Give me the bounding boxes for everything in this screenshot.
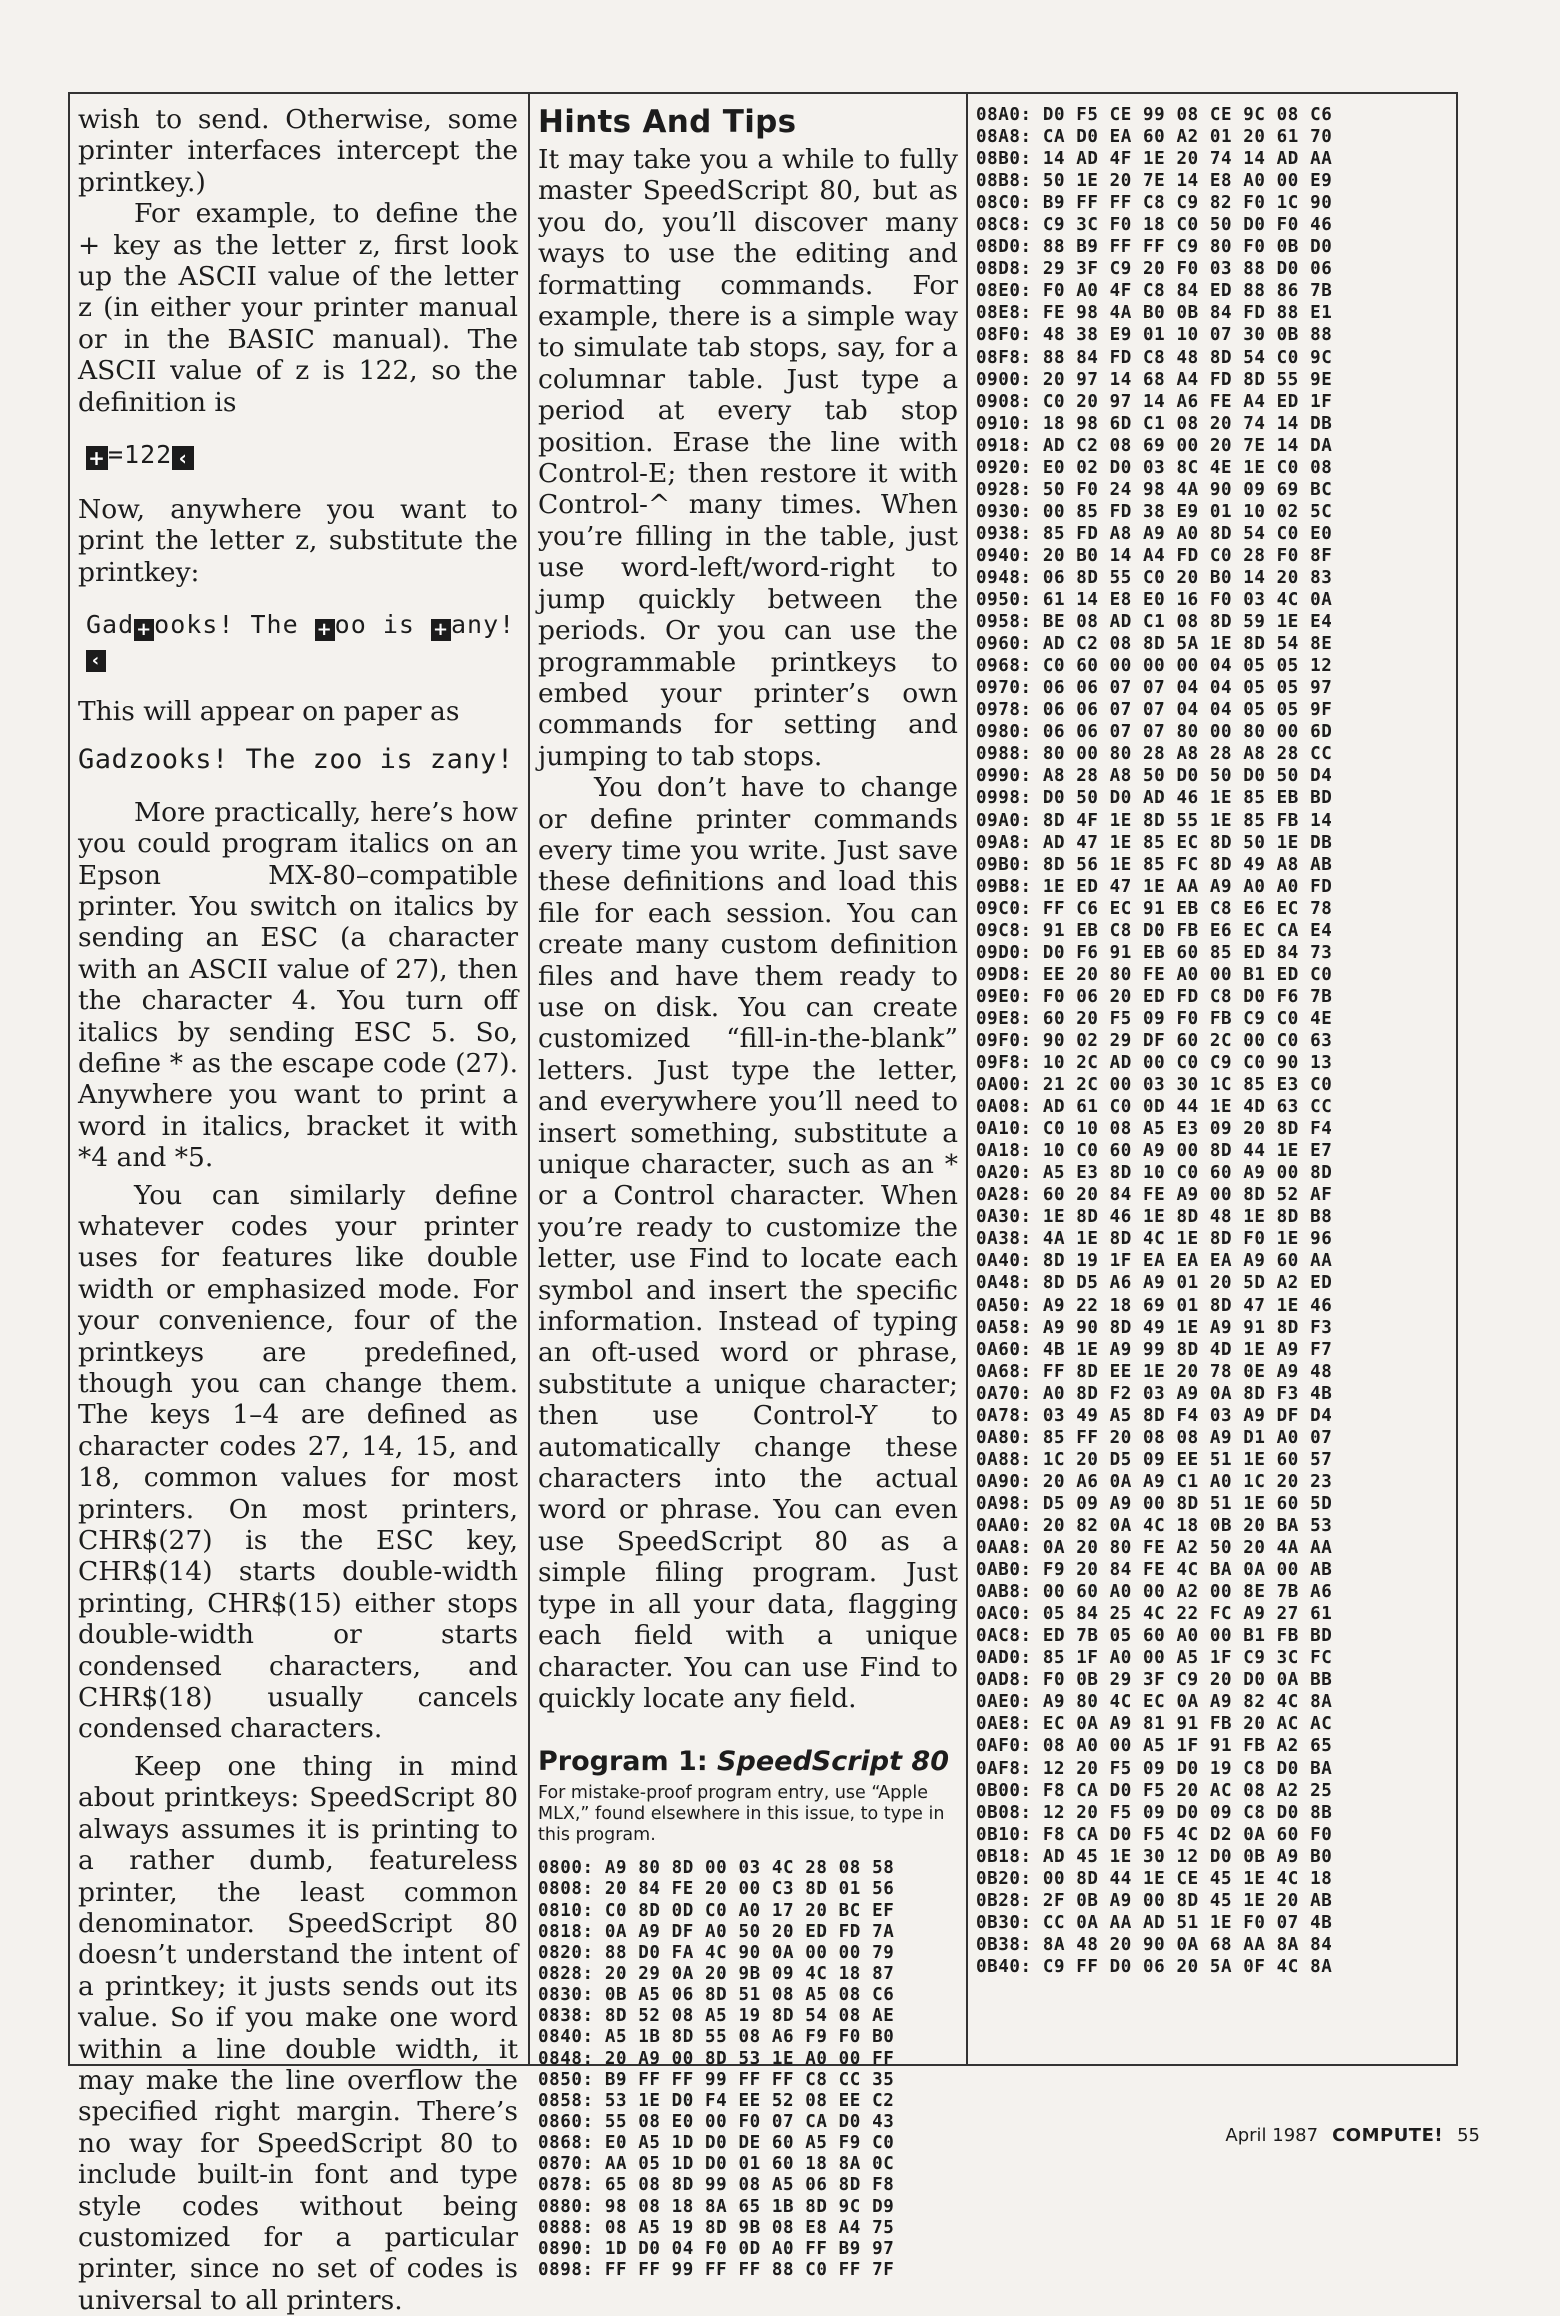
program-note: For mistake-proof program entry, use “Apple MLX,” found elsewhere in this issue, to type in this program. xyxy=(538,1783,945,1846)
hex-listing-line: 0888: 08 A5 19 8D 9B 08 E8 A4 75 xyxy=(538,2217,895,2238)
hex-listing-line: 0968: C0 60 00 00 00 04 05 05 12 xyxy=(976,656,1333,677)
hex-listing-line: 0B20: 00 8D 44 1E CE 45 1E 4C 18 xyxy=(976,1868,1333,1889)
hex-listing-line: 0B10: F8 CA D0 F5 4C D2 0A 60 F0 xyxy=(976,1824,1333,1845)
hex-listing-line: 09D0: D0 F6 91 EB 60 85 ED 84 73 xyxy=(976,942,1333,963)
paragraph: You can similarly define whatever codes your printer uses for features like double width or emphasized mode. For your convenience, four of the printkeys are predefined, though you can change them. The keys 1–4 are defined as character codes 27, 14, 15, and 18, common values for most printers. On most printers, CHR$(27) is the ESC key, CHR$(14) starts double-width printing, CHR$(15) either stops double-width or starts condensed characters, and CHR$(18) usually cancels condensed characters. xyxy=(78,1179,518,1745)
hex-listing-line: 0990: A8 28 A8 50 D0 50 D0 50 D4 xyxy=(976,766,1333,787)
hex-listing-line: 09E0: F0 06 20 ED FD C8 D0 F6 7B xyxy=(976,986,1333,1007)
section-heading: Hints And Tips xyxy=(538,104,797,140)
hex-listing-line: 0A58: A9 90 8D 49 1E A9 91 8D F3 xyxy=(976,1317,1333,1338)
hex-listing-line: 0A10: C0 10 08 A5 E3 09 20 8D F4 xyxy=(976,1119,1333,1140)
plus-key-icon: + xyxy=(432,619,450,641)
hex-listing-line: 0A78: 03 49 A5 8D F4 03 A9 DF D4 xyxy=(976,1405,1333,1426)
hex-listing-line: 0960: AD C2 08 8D 5A 1E 8D 54 8E xyxy=(976,634,1333,655)
hex-listing-line: 0908: C0 20 97 14 A6 FE A4 ED 1F xyxy=(976,391,1333,412)
hex-listing-line: 0A98: D5 09 A9 00 8D 51 1E 60 5D xyxy=(976,1493,1333,1514)
hex-listing-line: 08F8: 88 84 FD C8 48 8D 54 C0 9C xyxy=(976,347,1333,368)
paragraph: It may take you a while to fully master SpeedScript 80, but as you do, you’ll discover many ways to use the editing and formatting commands. For example, there is a simple way to simulate tab stops, say, for a columnar table. Just type a period at every tab stop position. Erase the line with Control-E; then restore it with Control-^ many times. When you’re filling in the table, just use word-left/word-right to jump quickly between the periods. Or you can use the programmable printkeys to embed your printer’s own commands for setting and jumping to tab stops. xyxy=(538,144,958,772)
hex-listing-line: 0948: 06 8D 55 C0 20 B0 14 20 83 xyxy=(976,567,1333,588)
paragraph: wish to send. Otherwise, some printer interfaces intercept the printkey.) xyxy=(78,104,518,198)
example-fragment: Gad xyxy=(86,610,135,640)
hex-listing-line: 0A90: 20 A6 0A A9 C1 A0 1C 20 23 xyxy=(976,1471,1333,1492)
hex-listing-line: 0B18: AD 45 1E 30 12 D0 0B A9 B0 xyxy=(976,1846,1333,1867)
magazine-name: COMPUTE! xyxy=(1332,2125,1444,2146)
hex-listing-line: 0940: 20 B0 14 A4 FD C0 28 F0 8F xyxy=(976,545,1333,566)
hex-listing-line: 09F0: 90 02 29 DF 60 2C 00 C0 63 xyxy=(976,1030,1333,1051)
definition-text: =122 xyxy=(108,440,173,470)
hex-listing-line: 0AC8: ED 7B 05 60 A0 00 B1 FB BD xyxy=(976,1626,1333,1647)
hex-listing-line: 08B0: 14 AD 4F 1E 20 74 14 AD AA xyxy=(976,149,1333,170)
hex-listing-line: 0A08: AD 61 C0 0D 44 1E 4D 63 CC xyxy=(976,1097,1333,1118)
hex-listing-line: 0A28: 60 20 84 FE A9 00 8D 52 AF xyxy=(976,1185,1333,1206)
hex-listing-line: 0AD8: F0 0B 29 3F C9 20 D0 0A BB xyxy=(976,1670,1333,1691)
hex-listing-line: 0920: E0 02 D0 03 8C 4E 1E C0 08 xyxy=(976,457,1333,478)
hex-listing-line: 0820: 88 D0 FA 4C 90 0A 00 00 79 xyxy=(538,1942,895,1963)
column-rule xyxy=(528,94,530,2064)
hex-listing-line: 09E8: 60 20 F5 09 F0 FB C9 C0 4E xyxy=(976,1008,1333,1029)
program-title-prefix: Program 1: xyxy=(538,1746,718,1778)
example-fragment: oo is xyxy=(334,610,431,640)
hex-listing-line: 0AF8: 12 20 F5 09 D0 19 C8 D0 BA xyxy=(976,1758,1333,1779)
hex-listing-line: 0AE8: EC 0A A9 81 91 FB 20 AC AC xyxy=(976,1714,1333,1735)
hex-listing-line: 09F8: 10 2C AD 00 C0 C9 C0 90 13 xyxy=(976,1053,1333,1074)
hex-listing-line: 0938: 85 FD A8 A9 A0 8D 54 C0 E0 xyxy=(976,523,1333,544)
hex-listing-line: 0800: A9 80 8D 00 03 4C 28 08 58 xyxy=(538,1858,895,1879)
example-fragment: any! xyxy=(450,610,516,640)
hex-listing-line: 0B08: 12 20 F5 09 D0 09 C8 D0 8B xyxy=(976,1802,1333,1823)
hex-listing-line: 0808: 20 84 FE 20 00 C3 8D 01 56 xyxy=(538,1879,895,1900)
hex-listing-line: 08E0: F0 A0 4F C8 84 ED 88 86 7B xyxy=(976,281,1333,302)
hex-listing-line: 0B40: C9 FF D0 06 20 5A 0F 4C 8A xyxy=(976,1956,1333,1977)
hex-listing-line: 08D0: 88 B9 FF FF C9 80 F0 0B D0 xyxy=(976,237,1333,258)
plus-key-icon: + xyxy=(136,619,153,641)
hex-listing-line: 0A60: 4B 1E A9 99 8D 4D 1E A9 F7 xyxy=(976,1339,1333,1360)
hex-listing-line: 0810: C0 8D 0D C0 A0 17 20 BC EF xyxy=(538,1900,895,1921)
column-1 xyxy=(78,104,518,2316)
hex-listing-line: 0AA0: 20 82 0A 4C 18 0B 20 BA 53 xyxy=(976,1516,1333,1536)
hex-listing-line: 0848: 20 A9 00 8D 53 1E A0 00 FF xyxy=(538,2048,895,2069)
hex-listing-line: 0A80: 85 FF 20 08 08 A9 D1 A0 07 xyxy=(976,1427,1333,1448)
column-rule xyxy=(966,94,968,2064)
hex-listing-line: 0970: 06 06 07 07 04 04 05 05 97 xyxy=(976,678,1333,699)
hex-listing-line: 0B28: 2F 0B A9 00 8D 45 1E 20 AB xyxy=(976,1890,1333,1911)
hex-listing-line: 08C0: B9 FF FF C8 C9 82 F0 1C 90 xyxy=(976,193,1333,214)
hex-listing-line: 08A0: D0 F5 CE 99 08 CE 9C 08 C6 xyxy=(976,105,1333,125)
hex-listing-line: 0B38: 8A 48 20 90 0A 68 AA 8A 84 xyxy=(976,1934,1333,1955)
hex-listing-line: 0860: 55 08 E0 00 F0 07 CA D0 43 xyxy=(538,2112,895,2132)
plus-key-icon: + xyxy=(316,619,333,641)
hex-listing-line: 0840: A5 1B 8D 55 08 A6 F9 F0 B0 xyxy=(538,2027,895,2048)
hex-listing-line: 0910: 18 98 6D C1 08 20 74 14 DB xyxy=(976,413,1333,434)
page-footer xyxy=(1225,2125,1480,2146)
hex-listing-line: 0878: 65 08 8D 99 08 A5 06 8D F8 xyxy=(538,2175,895,2196)
hex-listing-line: 0AF0: 08 A0 00 A5 1F 91 FB A2 65 xyxy=(976,1736,1333,1757)
printkey-definition xyxy=(86,440,518,470)
hex-listing-line: 0AA8: 0A 20 80 FE A2 50 20 4A AA xyxy=(976,1538,1333,1559)
printed-output-example: Gadzooks! The zoo is zany! xyxy=(78,743,514,775)
back-arrow-key-icon: ‹ xyxy=(172,446,194,470)
hex-listing-line: 08C8: C9 3C F0 18 C0 50 D0 F0 46 xyxy=(976,215,1333,236)
hex-listing-line: 0A20: A5 E3 8D 10 C0 60 A9 00 8D xyxy=(976,1163,1333,1184)
hex-listing-line: 08D8: 29 3F C9 20 F0 03 88 D0 06 xyxy=(976,259,1333,280)
hex-listing-line: 0818: 0A A9 DF A0 50 20 ED FD 7A xyxy=(538,1921,895,1942)
paragraph: For example, to define the + key as the letter z, first look up the ASCII value of the letter z (in either your printer manual or in the BASIC manual). The ASCII value of z is 122, so the definition is xyxy=(78,198,518,418)
hex-listing-line: 0988: 80 00 80 28 A8 28 A8 28 CC xyxy=(976,744,1333,765)
hex-listing-line: 0A70: A0 8D F2 03 A9 0A 8D F3 4B xyxy=(976,1383,1333,1404)
hex-listing-line: 0A68: FF 8D EE 1E 20 78 0E A9 48 xyxy=(976,1361,1333,1382)
hex-listing-line: 0A30: 1E 8D 46 1E 8D 48 1E 8D B8 xyxy=(976,1207,1333,1228)
hex-listing-line: 0950: 61 14 E8 E0 16 F0 03 4C 0A xyxy=(976,590,1333,611)
hex-listing-line: 0898: FF FF 99 FF FF 88 C0 FF 7F xyxy=(538,2259,895,2280)
hex-listing-line: 0980: 06 06 07 07 80 00 80 00 6D xyxy=(976,722,1333,743)
hex-listing-line: 0A88: 1C 20 D5 09 EE 51 1E 60 57 xyxy=(976,1449,1333,1470)
hex-listing-line: 0AE0: A9 80 4C EC 0A A9 82 4C 8A xyxy=(976,1692,1333,1713)
printkey-example-input xyxy=(86,610,518,672)
hex-listing-line: 09C0: FF C6 EC 91 EB C8 E6 EC 78 xyxy=(976,898,1333,919)
page-number: 55 xyxy=(1457,2125,1480,2146)
paragraph: Keep one thing in mind about printkeys: SpeedScript 80 always assumes it is printing to a rather dumb, featureless printer, the least common denominator. SpeedScript 80 doesn’t understand the intent of a printkey; it justs sends out its value. So if you make one word within a line double width, it may make the line overflow the specified right margin. There’s no way for SpeedScript 80 to include built-in font and type style codes without being customized for a particular printer, since no set of codes is universal to all printers. xyxy=(78,1750,518,2316)
paragraph: More practically, here’s how you could program italics on an Epson MX-80–compatible printer. You switch on italics by sending an ESC (a character with an ASCII value of 27), then the character 4. You turn off italics by sending ESC 5. So, define * as the escape code (27). Anywhere you want to print a word in italics, bracket it with *4 and *5. xyxy=(78,796,518,1174)
hex-listing-line: 0870: AA 05 1D D0 01 60 18 8A 0C xyxy=(538,2154,895,2175)
hex-listing-line: 0A50: A9 22 18 69 01 8D 47 1E 46 xyxy=(976,1295,1333,1316)
hex-listing-line: 0B30: CC 0A AA AD 51 1E F0 07 4B xyxy=(976,1912,1333,1933)
hex-listing-line: 0828: 20 29 0A 20 9B 09 4C 18 87 xyxy=(538,1964,895,1985)
example-fragment: ooks! The xyxy=(154,610,315,640)
hex-listing-line: 0AB8: 00 60 A0 00 A2 00 8E 7B A6 xyxy=(976,1582,1333,1603)
issue-date: April 1987 xyxy=(1225,2125,1319,2146)
plus-key-icon: + xyxy=(86,446,108,470)
hex-listing-line: 0830: 0B A5 06 8D 51 08 A5 08 C6 xyxy=(538,1985,895,2006)
hex-listing-line: 0AD0: 85 1F A0 00 A5 1F C9 3C FC xyxy=(976,1648,1333,1669)
hex-listing xyxy=(538,1858,958,2281)
hex-listing-line: 0A38: 4A 1E 8D 4C 1E 8D F0 1E 96 xyxy=(976,1229,1333,1250)
hex-listing-line: 0A40: 8D 19 1F EA EA EA A9 60 AA xyxy=(976,1251,1333,1272)
paragraph: Now, anywhere you want to print the letter z, substitute the printkey: xyxy=(78,494,518,588)
hex-listing-line: 09C8: 91 EB C8 D0 FB E6 EC CA E4 xyxy=(976,920,1333,941)
hex-listing-line: 09B0: 8D 56 1E 85 FC 8D 49 A8 AB xyxy=(976,854,1333,875)
hex-listing-line: 08A8: CA D0 EA 60 A2 01 20 61 70 xyxy=(976,127,1333,148)
hex-listing-line: 0B00: F8 CA D0 F5 20 AC 08 A2 25 xyxy=(976,1780,1333,1801)
hex-listing-line: 0958: BE 08 AD C1 08 8D 59 1E E4 xyxy=(976,612,1333,633)
hex-listing-line: 0930: 00 85 FD 38 E9 01 10 02 5C xyxy=(976,501,1333,522)
hex-listing-line: 0A00: 21 2C 00 03 30 1C 85 E3 C0 xyxy=(976,1075,1333,1096)
column-2 xyxy=(538,104,958,2281)
hex-listing-line: 0918: AD C2 08 69 00 20 7E 14 DA xyxy=(976,435,1333,456)
hex-listing-line: 0AB0: F9 20 84 FE 4C BA 0A 00 AB xyxy=(976,1560,1333,1581)
hex-listing-line: 09D8: EE 20 80 FE A0 00 B1 ED C0 xyxy=(976,964,1333,985)
hex-listing-line: 08E8: FE 98 4A B0 0B 84 FD 88 E1 xyxy=(976,303,1333,324)
program-title-name: SpeedScript 80 xyxy=(717,1746,949,1778)
hex-listing-line: 0AC0: 05 84 25 4C 22 FC A9 27 61 xyxy=(976,1604,1333,1625)
paragraph: This will appear on paper as xyxy=(78,696,460,728)
column-3 xyxy=(976,104,1452,1978)
hex-listing-line: 09A8: AD 47 1E 85 EC 8D 50 1E DB xyxy=(976,832,1333,853)
hex-listing-line: 0A18: 10 C0 60 A9 00 8D 44 1E E7 xyxy=(976,1141,1333,1162)
hex-listing xyxy=(976,104,1452,1978)
hex-listing-line: 08B8: 50 1E 20 7E 14 E8 A0 00 E9 xyxy=(976,171,1333,192)
hex-listing-line: 0880: 98 08 18 8A 65 1B 8D 9C D9 xyxy=(538,2196,895,2217)
paragraph: You don’t have to change or define printer commands every time you write. Just save these definitions and load this file for each session. You can create many custom definition files and have them ready to use on disk. You can create customized “fill-in-the-blank” letters. Just type the letter, and everywhere you’ll need to insert something, substitute a unique character, such as an * or a Control character. When you’re ready to customize the letter, use Find to locate each symbol and insert the specific information. Instead of typing an oft-used word or phrase, substitute a unique character; then use Control-Y to automatically change these characters into the actual word or phrase. You can even use SpeedScript 80 as a simple filing program. Just type in all your data, flagging each field with a unique character. You can use Find to quickly locate any field. xyxy=(538,772,958,1714)
hex-listing-line: 0900: 20 97 14 68 A4 FD 8D 55 9E xyxy=(976,369,1333,390)
hex-listing-line: 09B8: 1E ED 47 1E AA A9 A0 A0 FD xyxy=(976,876,1333,897)
hex-listing-line: 08F0: 48 38 E9 01 10 07 30 0B 88 xyxy=(976,325,1333,346)
hex-listing-line: 0858: 53 1E D0 F4 EE 52 08 EE C2 xyxy=(538,2090,895,2111)
hex-listing-line: 0998: D0 50 D0 AD 46 1E 85 EB BD xyxy=(976,788,1333,809)
hex-listing-line: 0850: B9 FF FF 99 FF FF C8 CC 35 xyxy=(538,2069,895,2090)
hex-listing-line: 0978: 06 06 07 07 04 04 05 05 9F xyxy=(976,700,1333,721)
hex-listing-line: 0A48: 8D D5 A6 A9 01 20 5D A2 ED xyxy=(976,1273,1333,1294)
hex-listing-line: 0868: E0 A5 1D D0 DE 60 A5 F9 C0 xyxy=(538,2133,895,2154)
hex-listing-line: 0838: 8D 52 08 A5 19 8D 54 08 AE xyxy=(538,2006,895,2027)
hex-listing-line: 09A0: 8D 4F 1E 8D 55 1E 85 FB 14 xyxy=(976,810,1333,831)
hex-listing-line: 0928: 50 F0 24 98 4A 90 09 69 BC xyxy=(976,479,1333,500)
program-title xyxy=(538,1746,958,1777)
back-arrow-key-icon: ‹ xyxy=(86,650,106,672)
hex-listing-line: 0890: 1D D0 04 F0 0D A0 FF B9 97 xyxy=(538,2238,895,2259)
